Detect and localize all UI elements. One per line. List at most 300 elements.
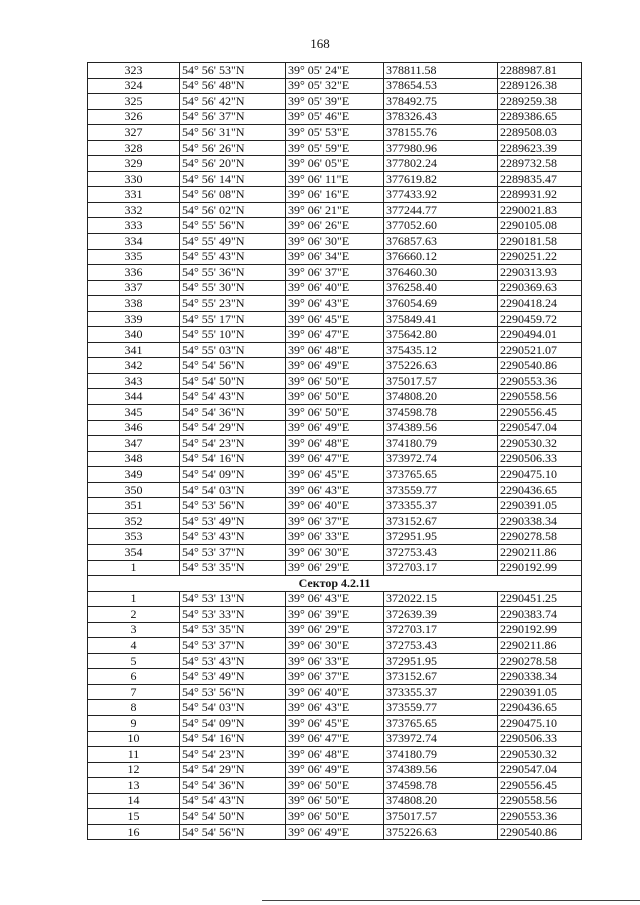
latitude-cell: 54° 54' 16"N: [180, 731, 286, 747]
table-row: [88, 420, 582, 436]
longitude-cell: 39° 06' 48"E: [286, 436, 384, 452]
table-row: [88, 809, 582, 825]
latitude-cell: 54° 54' 50"N: [180, 373, 286, 389]
point-number-cell: 340: [88, 327, 180, 343]
y-coordinate-cell: 2289623.39: [498, 140, 582, 156]
table-row: [88, 498, 582, 514]
longitude-cell: 39° 06' 43"E: [286, 296, 384, 312]
point-number-cell: 342: [88, 358, 180, 374]
longitude-cell: 39° 06' 45"E: [286, 715, 384, 731]
latitude-cell: 54° 54' 43"N: [180, 793, 286, 809]
y-coordinate-cell: 2290278.58: [498, 653, 582, 669]
y-coordinate-cell: 2290547.04: [498, 762, 582, 778]
latitude-cell: 54° 55' 36"N: [180, 265, 286, 281]
longitude-cell: 39° 06' 50"E: [286, 389, 384, 405]
table-row: [88, 156, 582, 172]
point-number-cell: 347: [88, 436, 180, 452]
longitude-cell: 39° 06' 30"E: [286, 234, 384, 250]
point-number-cell: 341: [88, 342, 180, 358]
x-coordinate-cell: 374598.78: [384, 405, 498, 421]
point-number-cell: 348: [88, 451, 180, 467]
latitude-cell: 54° 54' 29"N: [180, 762, 286, 778]
x-coordinate-cell: 375226.63: [384, 824, 498, 840]
y-coordinate-cell: 2290192.99: [498, 560, 582, 576]
longitude-cell: 39° 06' 37"E: [286, 513, 384, 529]
longitude-cell: 39° 06' 43"E: [286, 482, 384, 498]
y-coordinate-cell: 2290436.65: [498, 700, 582, 716]
latitude-cell: 54° 56' 42"N: [180, 94, 286, 110]
point-number-cell: 335: [88, 249, 180, 265]
latitude-cell: 54° 53' 35"N: [180, 622, 286, 638]
table-row: [88, 513, 582, 529]
point-number-cell: 329: [88, 156, 180, 172]
x-coordinate-cell: 377433.92: [384, 187, 498, 203]
x-coordinate-cell: 372753.43: [384, 544, 498, 560]
table-row: [88, 544, 582, 560]
table-row: [88, 653, 582, 669]
x-coordinate-cell: 377244.77: [384, 202, 498, 218]
longitude-cell: 39° 06' 50"E: [286, 793, 384, 809]
point-number-cell: 1: [88, 591, 180, 607]
latitude-cell: 54° 56' 26"N: [180, 140, 286, 156]
point-number-cell: 346: [88, 420, 180, 436]
y-coordinate-cell: 2290506.33: [498, 451, 582, 467]
x-coordinate-cell: 375017.57: [384, 809, 498, 825]
x-coordinate-cell: 378811.58: [384, 63, 498, 79]
y-coordinate-cell: 2290558.56: [498, 389, 582, 405]
x-coordinate-cell: 373559.77: [384, 482, 498, 498]
latitude-cell: 54° 53' 56"N: [180, 498, 286, 514]
longitude-cell: 39° 06' 49"E: [286, 762, 384, 778]
latitude-cell: 54° 56' 20"N: [180, 156, 286, 172]
point-number-cell: 11: [88, 747, 180, 763]
x-coordinate-cell: 373972.74: [384, 731, 498, 747]
y-coordinate-cell: 2290556.45: [498, 405, 582, 421]
point-number-cell: 352: [88, 513, 180, 529]
point-number-cell: 6: [88, 669, 180, 685]
point-number-cell: 354: [88, 544, 180, 560]
latitude-cell: 54° 56' 08"N: [180, 187, 286, 203]
footer-divider: [262, 900, 640, 901]
latitude-cell: 54° 53' 43"N: [180, 653, 286, 669]
y-coordinate-cell: 2290251.22: [498, 249, 582, 265]
longitude-cell: 39° 06' 45"E: [286, 311, 384, 327]
longitude-cell: 39° 06' 40"E: [286, 498, 384, 514]
longitude-cell: 39° 06' 50"E: [286, 809, 384, 825]
point-number-cell: 7: [88, 684, 180, 700]
point-number-cell: 323: [88, 63, 180, 79]
longitude-cell: 39° 06' 39"E: [286, 607, 384, 623]
point-number-cell: 336: [88, 265, 180, 281]
table-row: [88, 249, 582, 265]
x-coordinate-cell: 373152.67: [384, 513, 498, 529]
y-coordinate-cell: 2290553.36: [498, 809, 582, 825]
y-coordinate-cell: 2289386.65: [498, 109, 582, 125]
longitude-cell: 39° 06' 43"E: [286, 700, 384, 716]
point-number-cell: 353: [88, 529, 180, 545]
longitude-cell: 39° 06' 30"E: [286, 638, 384, 654]
x-coordinate-cell: 372639.39: [384, 607, 498, 623]
latitude-cell: 54° 54' 36"N: [180, 405, 286, 421]
y-coordinate-cell: 2290369.63: [498, 280, 582, 296]
y-coordinate-cell: 2290211.86: [498, 638, 582, 654]
x-coordinate-cell: 375226.63: [384, 358, 498, 374]
longitude-cell: 39° 05' 39"E: [286, 94, 384, 110]
y-coordinate-cell: 2290418.24: [498, 296, 582, 312]
latitude-cell: 54° 56' 48"N: [180, 78, 286, 94]
y-coordinate-cell: 2290530.32: [498, 436, 582, 452]
table-row: [88, 327, 582, 343]
point-number-cell: 8: [88, 700, 180, 716]
y-coordinate-cell: 2290383.74: [498, 607, 582, 623]
latitude-cell: 54° 55' 49"N: [180, 234, 286, 250]
x-coordinate-cell: 374808.20: [384, 389, 498, 405]
section-title: Сектор 4.2.11: [88, 576, 582, 592]
table-row: [88, 607, 582, 623]
latitude-cell: 54° 56' 31"N: [180, 125, 286, 141]
point-number-cell: 14: [88, 793, 180, 809]
y-coordinate-cell: 2290391.05: [498, 498, 582, 514]
x-coordinate-cell: 372753.43: [384, 638, 498, 654]
longitude-cell: 39° 06' 40"E: [286, 684, 384, 700]
table-row: [88, 747, 582, 763]
y-coordinate-cell: 2290211.86: [498, 544, 582, 560]
point-number-cell: 2: [88, 607, 180, 623]
table-row: [88, 311, 582, 327]
point-number-cell: 350: [88, 482, 180, 498]
x-coordinate-cell: 373355.37: [384, 684, 498, 700]
latitude-cell: 54° 54' 23"N: [180, 436, 286, 452]
latitude-cell: 54° 56' 14"N: [180, 171, 286, 187]
y-coordinate-cell: 2290547.04: [498, 420, 582, 436]
table-row: [88, 218, 582, 234]
longitude-cell: 39° 05' 24"E: [286, 63, 384, 79]
point-number-cell: 13: [88, 778, 180, 794]
longitude-cell: 39° 06' 11"E: [286, 171, 384, 187]
longitude-cell: 39° 06' 05"E: [286, 156, 384, 172]
latitude-cell: 54° 53' 49"N: [180, 669, 286, 685]
point-number-cell: 16: [88, 824, 180, 840]
longitude-cell: 39° 06' 34"E: [286, 249, 384, 265]
point-number-cell: 331: [88, 187, 180, 203]
table-row: [88, 109, 582, 125]
point-number-cell: 339: [88, 311, 180, 327]
point-number-cell: 4: [88, 638, 180, 654]
table-row: [88, 669, 582, 685]
table-row: [88, 560, 582, 576]
latitude-cell: 54° 56' 37"N: [180, 109, 286, 125]
x-coordinate-cell: 372951.95: [384, 529, 498, 545]
section-header-row: [88, 576, 582, 592]
longitude-cell: 39° 06' 50"E: [286, 373, 384, 389]
table-row: [88, 529, 582, 545]
y-coordinate-cell: 2290553.36: [498, 373, 582, 389]
y-coordinate-cell: 2290494.01: [498, 327, 582, 343]
latitude-cell: 54° 55' 03"N: [180, 342, 286, 358]
point-number-cell: 1: [88, 560, 180, 576]
x-coordinate-cell: 377802.24: [384, 156, 498, 172]
latitude-cell: 54° 53' 43"N: [180, 529, 286, 545]
x-coordinate-cell: 374180.79: [384, 747, 498, 763]
table-row: [88, 63, 582, 79]
y-coordinate-cell: 2290556.45: [498, 778, 582, 794]
page-number: 168: [310, 36, 330, 51]
point-number-cell: 338: [88, 296, 180, 312]
table-row: [88, 467, 582, 483]
latitude-cell: 54° 54' 43"N: [180, 389, 286, 405]
y-coordinate-cell: 2290451.25: [498, 591, 582, 607]
latitude-cell: 54° 54' 23"N: [180, 747, 286, 763]
longitude-cell: 39° 06' 49"E: [286, 824, 384, 840]
y-coordinate-cell: 2290459.72: [498, 311, 582, 327]
latitude-cell: 54° 54' 03"N: [180, 482, 286, 498]
longitude-cell: 39° 06' 50"E: [286, 405, 384, 421]
table-row: [88, 824, 582, 840]
longitude-cell: 39° 06' 43"E: [286, 591, 384, 607]
point-number-cell: 324: [88, 78, 180, 94]
x-coordinate-cell: 373355.37: [384, 498, 498, 514]
longitude-cell: 39° 06' 48"E: [286, 342, 384, 358]
y-coordinate-cell: 2290436.65: [498, 482, 582, 498]
point-number-cell: 15: [88, 809, 180, 825]
longitude-cell: 39° 05' 59"E: [286, 140, 384, 156]
table-row: [88, 140, 582, 156]
latitude-cell: 54° 56' 53"N: [180, 63, 286, 79]
point-number-cell: 325: [88, 94, 180, 110]
latitude-cell: 54° 54' 50"N: [180, 809, 286, 825]
longitude-cell: 39° 06' 49"E: [286, 420, 384, 436]
table-row: [88, 296, 582, 312]
x-coordinate-cell: 374180.79: [384, 436, 498, 452]
x-coordinate-cell: 373765.65: [384, 467, 498, 483]
x-coordinate-cell: 378326.43: [384, 109, 498, 125]
coordinates-table: [87, 62, 582, 840]
longitude-cell: 39° 06' 33"E: [286, 529, 384, 545]
table-row: [88, 778, 582, 794]
y-coordinate-cell: 2289931.92: [498, 187, 582, 203]
longitude-cell: 39° 06' 37"E: [286, 265, 384, 281]
point-number-cell: 349: [88, 467, 180, 483]
y-coordinate-cell: 2290192.99: [498, 622, 582, 638]
latitude-cell: 54° 56' 02"N: [180, 202, 286, 218]
y-coordinate-cell: 2290475.10: [498, 467, 582, 483]
y-coordinate-cell: 2290475.10: [498, 715, 582, 731]
table-row: [88, 373, 582, 389]
latitude-cell: 54° 54' 16"N: [180, 451, 286, 467]
x-coordinate-cell: 377980.96: [384, 140, 498, 156]
table-row: [88, 234, 582, 250]
y-coordinate-cell: 2290506.33: [498, 731, 582, 747]
longitude-cell: 39° 06' 29"E: [286, 560, 384, 576]
longitude-cell: 39° 06' 47"E: [286, 451, 384, 467]
point-number-cell: 334: [88, 234, 180, 250]
latitude-cell: 54° 53' 33"N: [180, 607, 286, 623]
table-row: [88, 638, 582, 654]
y-coordinate-cell: 2290021.83: [498, 202, 582, 218]
longitude-cell: 39° 06' 29"E: [286, 622, 384, 638]
y-coordinate-cell: 2289259.38: [498, 94, 582, 110]
table-row: [88, 389, 582, 405]
latitude-cell: 54° 53' 35"N: [180, 560, 286, 576]
latitude-cell: 54° 55' 10"N: [180, 327, 286, 343]
latitude-cell: 54° 54' 09"N: [180, 467, 286, 483]
latitude-cell: 54° 54' 09"N: [180, 715, 286, 731]
longitude-cell: 39° 06' 45"E: [286, 467, 384, 483]
latitude-cell: 54° 55' 56"N: [180, 218, 286, 234]
y-coordinate-cell: 2290338.34: [498, 513, 582, 529]
y-coordinate-cell: 2290181.58: [498, 234, 582, 250]
x-coordinate-cell: 374389.56: [384, 762, 498, 778]
table-row: [88, 715, 582, 731]
x-coordinate-cell: 376857.63: [384, 234, 498, 250]
x-coordinate-cell: 373972.74: [384, 451, 498, 467]
y-coordinate-cell: 2290105.08: [498, 218, 582, 234]
x-coordinate-cell: 377619.82: [384, 171, 498, 187]
table-row: [88, 731, 582, 747]
y-coordinate-cell: 2288987.81: [498, 63, 582, 79]
x-coordinate-cell: 376660.12: [384, 249, 498, 265]
latitude-cell: 54° 54' 29"N: [180, 420, 286, 436]
y-coordinate-cell: 2289126.38: [498, 78, 582, 94]
x-coordinate-cell: 374389.56: [384, 420, 498, 436]
latitude-cell: 54° 53' 37"N: [180, 638, 286, 654]
table-row: [88, 265, 582, 281]
x-coordinate-cell: 372703.17: [384, 560, 498, 576]
table-row: [88, 405, 582, 421]
longitude-cell: 39° 06' 48"E: [286, 747, 384, 763]
longitude-cell: 39° 06' 47"E: [286, 327, 384, 343]
latitude-cell: 54° 55' 30"N: [180, 280, 286, 296]
point-number-cell: 344: [88, 389, 180, 405]
table-row: [88, 171, 582, 187]
latitude-cell: 54° 54' 56"N: [180, 824, 286, 840]
y-coordinate-cell: 2290540.86: [498, 824, 582, 840]
point-number-cell: 343: [88, 373, 180, 389]
point-number-cell: 351: [88, 498, 180, 514]
table-row: [88, 202, 582, 218]
table-row: [88, 622, 582, 638]
table-row: [88, 358, 582, 374]
table-row: [88, 187, 582, 203]
latitude-cell: 54° 53' 13"N: [180, 591, 286, 607]
longitude-cell: 39° 06' 50"E: [286, 778, 384, 794]
x-coordinate-cell: 372703.17: [384, 622, 498, 638]
x-coordinate-cell: 375435.12: [384, 342, 498, 358]
table-row: [88, 793, 582, 809]
x-coordinate-cell: 377052.60: [384, 218, 498, 234]
y-coordinate-cell: 2290540.86: [498, 358, 582, 374]
point-number-cell: 9: [88, 715, 180, 731]
longitude-cell: 39° 05' 53"E: [286, 125, 384, 141]
latitude-cell: 54° 54' 03"N: [180, 700, 286, 716]
latitude-cell: 54° 54' 56"N: [180, 358, 286, 374]
x-coordinate-cell: 378654.53: [384, 78, 498, 94]
point-number-cell: 332: [88, 202, 180, 218]
longitude-cell: 39° 06' 37"E: [286, 669, 384, 685]
x-coordinate-cell: 375849.41: [384, 311, 498, 327]
table-row: [88, 451, 582, 467]
x-coordinate-cell: 376258.40: [384, 280, 498, 296]
table-row: [88, 684, 582, 700]
point-number-cell: 12: [88, 762, 180, 778]
x-coordinate-cell: 373765.65: [384, 715, 498, 731]
longitude-cell: 39° 06' 49"E: [286, 358, 384, 374]
longitude-cell: 39° 06' 21"E: [286, 202, 384, 218]
point-number-cell: 333: [88, 218, 180, 234]
table-row: [88, 342, 582, 358]
x-coordinate-cell: 378492.75: [384, 94, 498, 110]
point-number-cell: 5: [88, 653, 180, 669]
y-coordinate-cell: 2290338.34: [498, 669, 582, 685]
longitude-cell: 39° 05' 46"E: [286, 109, 384, 125]
x-coordinate-cell: 375017.57: [384, 373, 498, 389]
y-coordinate-cell: 2289835.47: [498, 171, 582, 187]
table-row: [88, 280, 582, 296]
y-coordinate-cell: 2289508.03: [498, 125, 582, 141]
coordinates-table-body: [88, 63, 582, 840]
table-row: [88, 125, 582, 141]
longitude-cell: 39° 06' 16"E: [286, 187, 384, 203]
y-coordinate-cell: 2290521.07: [498, 342, 582, 358]
x-coordinate-cell: 376054.69: [384, 296, 498, 312]
x-coordinate-cell: 372951.95: [384, 653, 498, 669]
y-coordinate-cell: 2290313.93: [498, 265, 582, 281]
longitude-cell: 39° 06' 33"E: [286, 653, 384, 669]
point-number-cell: 327: [88, 125, 180, 141]
x-coordinate-cell: 376460.30: [384, 265, 498, 281]
latitude-cell: 54° 53' 37"N: [180, 544, 286, 560]
x-coordinate-cell: 372022.15: [384, 591, 498, 607]
point-number-cell: 326: [88, 109, 180, 125]
x-coordinate-cell: 373559.77: [384, 700, 498, 716]
latitude-cell: 54° 53' 49"N: [180, 513, 286, 529]
longitude-cell: 39° 06' 40"E: [286, 280, 384, 296]
latitude-cell: 54° 55' 43"N: [180, 249, 286, 265]
table-row: [88, 700, 582, 716]
point-number-cell: 345: [88, 405, 180, 421]
y-coordinate-cell: 2289732.58: [498, 156, 582, 172]
x-coordinate-cell: 375642.80: [384, 327, 498, 343]
longitude-cell: 39° 05' 32"E: [286, 78, 384, 94]
x-coordinate-cell: 374598.78: [384, 778, 498, 794]
table-row: [88, 762, 582, 778]
y-coordinate-cell: 2290558.56: [498, 793, 582, 809]
table-row: [88, 78, 582, 94]
y-coordinate-cell: 2290530.32: [498, 747, 582, 763]
x-coordinate-cell: 378155.76: [384, 125, 498, 141]
table-row: [88, 436, 582, 452]
latitude-cell: 54° 55' 17"N: [180, 311, 286, 327]
x-coordinate-cell: 374808.20: [384, 793, 498, 809]
y-coordinate-cell: 2290278.58: [498, 529, 582, 545]
point-number-cell: 337: [88, 280, 180, 296]
longitude-cell: 39° 06' 30"E: [286, 544, 384, 560]
table-row: [88, 482, 582, 498]
point-number-cell: 3: [88, 622, 180, 638]
longitude-cell: 39° 06' 26"E: [286, 218, 384, 234]
table-row: [88, 591, 582, 607]
point-number-cell: 328: [88, 140, 180, 156]
latitude-cell: 54° 53' 56"N: [180, 684, 286, 700]
point-number-cell: 330: [88, 171, 180, 187]
x-coordinate-cell: 373152.67: [384, 669, 498, 685]
point-number-cell: 10: [88, 731, 180, 747]
y-coordinate-cell: 2290391.05: [498, 684, 582, 700]
latitude-cell: 54° 54' 36"N: [180, 778, 286, 794]
table-row: [88, 94, 582, 110]
longitude-cell: 39° 06' 47"E: [286, 731, 384, 747]
latitude-cell: 54° 55' 23"N: [180, 296, 286, 312]
